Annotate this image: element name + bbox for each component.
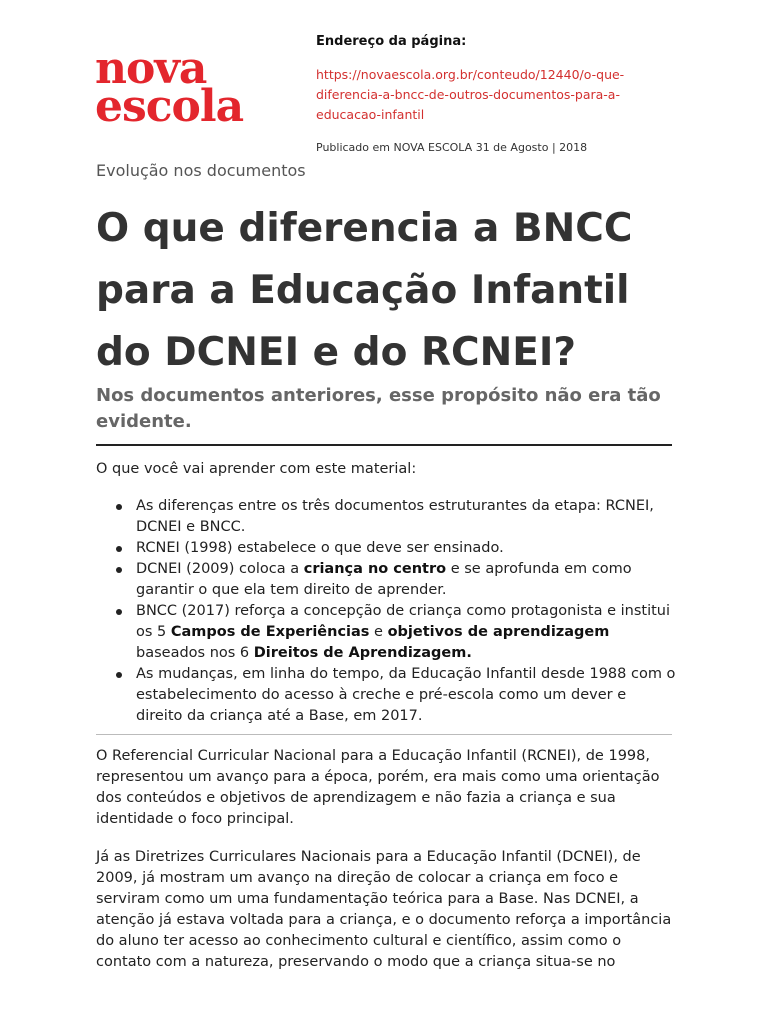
divider-thick — [96, 444, 672, 446]
list-item — [96, 538, 676, 559]
learning-intro: O que você vai aprender com este material: — [96, 461, 417, 477]
paragraph-rcnei: O Referencial Curricular Nacional para a Educação Infantil (RCNEI), de 1998, representou um avanço para a época, porém, era mais como uma orientação dos conteúdos e objetivos de aprendizagem e não fazia a criança e sua identidade o foco principal. — [96, 748, 660, 827]
divider-thin — [96, 734, 672, 735]
list-item-text: DCNEI (2009) coloca a — [136, 561, 304, 577]
list-item — [96, 601, 676, 664]
kicker: Evolução nos documentos — [96, 161, 306, 180]
list-item — [96, 496, 676, 538]
page-subtitle: Nos documentos anteriores, esse propósito não era tão evidente. — [96, 385, 661, 432]
paragraph-dcnei: Já as Diretrizes Curriculares Nacionais para a Educação Infantil (DCNEI), de 2009, já mostram um avanço na direção de colocar a criança em foco e serviram como um uma fundamentação teórica para a Base. Nas DCNEI, a atenção já estava voltada para a criança, e o documento reforça a importância do aluno ter acesso ao conhecimento cultural e científico, assim como o contato com a natureza, preservando o modo que a criança situa-se no — [96, 849, 672, 970]
nova-escola-logo[interactable] — [95, 43, 244, 132]
emphasis: objetivos de aprendizagem — [387, 624, 610, 640]
list-item-text: e se aprofunda em como garantir o que ela tem direito de aprender. — [136, 561, 632, 598]
list-item-text: As mudanças, em linha do tempo, da Educação Infantil desde 1988 com o estabelecimento do acesso à creche e pré-escola como um dever e direito da criança até a Base, em 2017. — [136, 666, 676, 724]
list-item — [96, 559, 676, 601]
list-item-text: As diferenças entre os três documentos estruturantes da etapa: RCNEI, DCNEI e BNCC. — [136, 498, 654, 535]
list-item-text: BNCC (2017) reforça a concepção de criança como protagonista e institui os 5 — [136, 603, 671, 640]
logo-line-2: escola — [95, 81, 244, 132]
list-item-text: e — [369, 624, 388, 640]
page-meta — [316, 34, 656, 154]
address-label: Endereço da página: — [316, 34, 467, 49]
list-item-text: baseados nos 6 — [136, 645, 254, 661]
page-url-link[interactable]: https://novaescola.org.br/conteudo/12440/o-que-diferencia-a-bncc-de-outros-documentos-para-a-educacao-infantil — [316, 67, 625, 122]
logo-line-1: nova — [95, 43, 207, 94]
list-item — [96, 664, 676, 727]
page-title: O que diferencia a BNCC para a Educação Infantil do DCNEI e do RCNEI? — [96, 206, 633, 375]
list-item-text: RCNEI (1998) estabelece o que deve ser ensinado. — [136, 540, 504, 556]
emphasis: Campos de Experiências — [170, 624, 370, 640]
emphasis: criança no centro — [303, 561, 447, 577]
emphasis: Direitos de Aprendizagem. — [253, 645, 472, 661]
published-info: Publicado em NOVA ESCOLA 31 de Agosto | 2018 — [316, 141, 588, 154]
learning-list — [96, 496, 676, 727]
